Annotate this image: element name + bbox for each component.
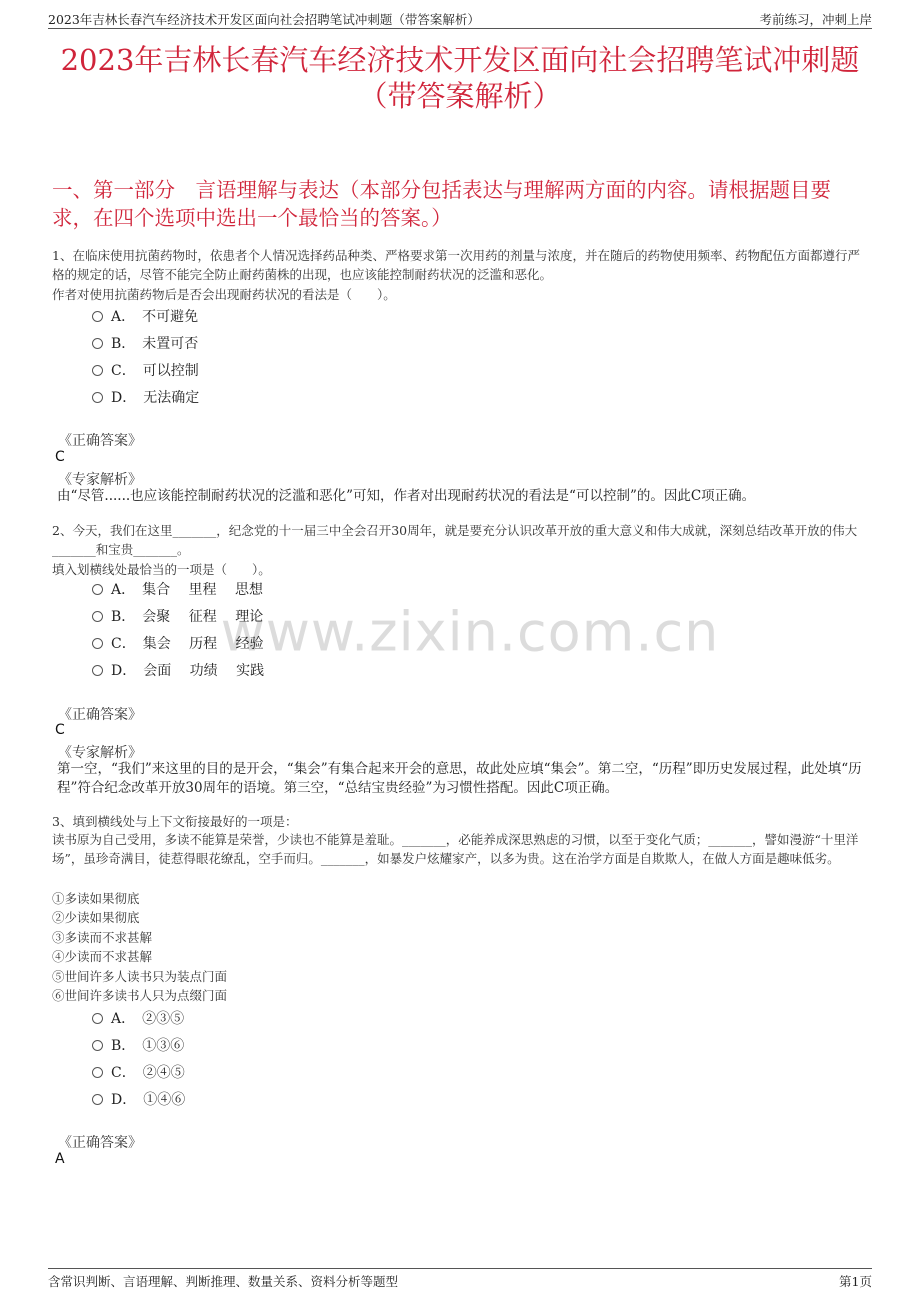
radio-icon	[92, 1067, 103, 1078]
question-2-option-a[interactable]	[92, 580, 263, 600]
question-3-answer-heading: 《正确答案》	[58, 1135, 142, 1151]
header-title: 2023年吉林长春汽车经济技术开发区面向社会招聘笔试冲刺题（带答案解析）	[48, 12, 480, 27]
question-2-option-c[interactable]	[92, 634, 264, 654]
question-1-analysis-heading: 《专家解析》	[58, 472, 142, 488]
radio-icon	[92, 1040, 103, 1051]
question-1-option-c[interactable]	[92, 361, 199, 381]
title-line-1: 2023年吉林长春汽车经济技术开发区面向社会招聘笔试冲刺题	[60, 43, 860, 77]
radio-icon	[92, 392, 103, 403]
question-3-stem: 3、填到横线处与上下文衔接最好的一项是：	[52, 814, 298, 829]
document-title	[40, 42, 880, 114]
option-label: C． 集会 历程 经验	[111, 636, 264, 652]
option-label: D． 无法确定	[111, 390, 200, 406]
question-3-answer: A	[55, 1151, 65, 1167]
question-3-item: ②少读如果彻底	[52, 910, 140, 925]
watermark: www.zixin.com.cn	[220, 600, 720, 664]
question-3-item: ③多读而不求甚解	[52, 930, 153, 945]
question-1-prompt: 作者对使用抗菌药物后是否会出现耐药状况的看法是（ ）。	[52, 287, 396, 302]
page-number: 第1页	[839, 1274, 872, 1289]
question-2-analysis-heading: 《专家解析》	[58, 745, 142, 761]
radio-icon	[92, 611, 103, 622]
question-3-option-a[interactable]	[92, 1009, 184, 1029]
page-footer	[48, 1268, 872, 1291]
question-3-item: ⑤世间许多人读书只为装点门面	[52, 969, 228, 984]
question-3-item: ⑥世间许多读书人只为点缀门面	[52, 988, 228, 1003]
question-1-answer: C	[55, 449, 65, 465]
option-label: A． 集合 里程 思想	[111, 582, 264, 598]
radio-icon	[92, 1094, 103, 1105]
question-3-item: ①多读如果彻底	[52, 891, 140, 906]
option-label: C． 可以控制	[111, 363, 199, 379]
question-3-item: ④少读而不求甚解	[52, 949, 153, 964]
option-label: B． 会聚 征程 理论	[111, 609, 264, 625]
question-1-analysis: 由“尽管......也应该能控制耐药状况的泛滥和恶化”可知，作者对出现耐药状况的看法是“可以控制”的。因此C项正确。	[57, 488, 756, 504]
radio-icon	[92, 584, 103, 595]
option-label: D． ①④⑥	[111, 1092, 186, 1108]
question-1-stem: 1、在临床使用抗菌药物时，依患者个人情况选择药品种类、严格要求第一次用药的剂量与浓度，并在随后的药物使用频率、药物配伍方面都遵行严格的规定的话，尽管不能完全防止耐药菌株的出现，也应该能控制耐药状况的泛滥和恶化。	[52, 248, 860, 282]
section-heading: 一、第一部分 言语理解与表达（本部分包括表达与理解两方面的内容。请根据题目要求，在四个选项中选出一个最恰当的答案。）	[52, 178, 831, 230]
option-label: A． ②③⑤	[111, 1011, 185, 1027]
question-2-prompt: 填入划横线处最恰当的一项是（ ）。	[52, 562, 271, 577]
radio-icon	[92, 338, 103, 349]
radio-icon	[92, 365, 103, 376]
option-label: A． 不可避免	[111, 309, 199, 325]
option-label: C． ②④⑤	[111, 1065, 185, 1081]
option-label: D． 会面 功绩 实践	[111, 663, 265, 679]
question-1-answer-heading: 《正确答案》	[58, 433, 142, 449]
question-2-answer-heading: 《正确答案》	[58, 707, 142, 723]
question-3-option-b[interactable]	[92, 1036, 184, 1056]
radio-icon	[92, 1013, 103, 1024]
footer-description: 含常识判断、言语理解、判断推理、数量关系、资料分析等题型	[48, 1274, 399, 1289]
header-slogan: 考前练习，冲刺上岸	[759, 12, 872, 27]
question-2-answer: C	[55, 722, 65, 738]
question-1-option-d[interactable]	[92, 388, 199, 408]
radio-icon	[92, 638, 103, 649]
option-label: B． 未置可否	[111, 336, 199, 352]
question-3-passage: 读书原为自己受用，多读不能算是荣誉，少读也不能算是羞耻。_______，必能养成深思熟虑的习惯，以至于变化气质；_______，譬如漫游“十里洋场”，虽珍奇满目，徒惹得眼花缭乱，空手而归。_______，如暴发户炫耀家产，以多为贵。这在治学方面是自欺欺人，在做人方面是趣味低劣。	[52, 832, 859, 866]
page-header	[48, 8, 872, 29]
question-1-option-b[interactable]	[92, 334, 198, 354]
title-line-2: （带答案解析）	[358, 79, 562, 113]
question-2-analysis: 第一空，“我们”来这里的目的是开会，“集会”有集合起来开会的意思，故此处应填“集会”。第二空，“历程”即历史发展过程，此处填“历程”符合纪念改革开放30周年的语境。第三空，“总结宝贵经验”为习惯性搭配。因此C项正确。	[57, 761, 862, 796]
option-label: B． ①③⑥	[111, 1038, 185, 1054]
radio-icon	[92, 311, 103, 322]
question-3-option-d[interactable]	[92, 1090, 185, 1110]
question-2-option-b[interactable]	[92, 607, 263, 627]
question-2-stem: 2、今天，我们在这里_______，纪念党的十一届三中全会召开30周年，就是要充分认识改革开放的重大意义和伟大成就，深刻总结改革开放的伟大_______和宝贵_______。	[52, 523, 858, 557]
question-1-option-a[interactable]	[92, 307, 198, 327]
question-2-option-d[interactable]	[92, 661, 264, 681]
radio-icon	[92, 665, 103, 676]
question-3-option-c[interactable]	[92, 1063, 185, 1083]
